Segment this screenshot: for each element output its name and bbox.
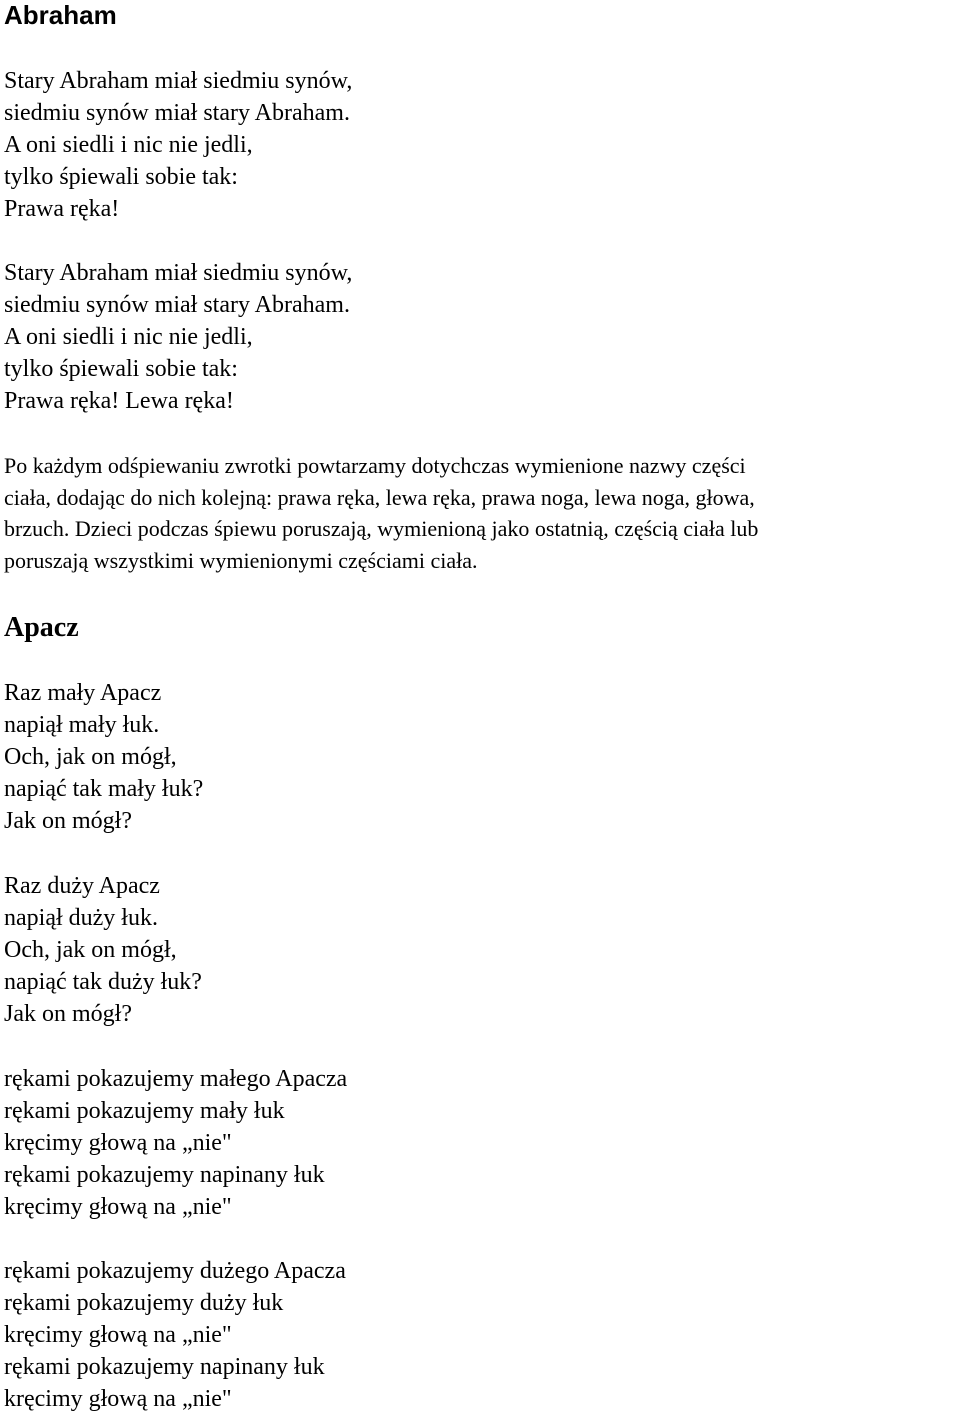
verse-line: napiąć tak mały łuk?: [4, 776, 204, 802]
gesture-line: kręcimy głową na „nie": [4, 1130, 232, 1156]
verse-line: Raz mały Apacz: [4, 680, 162, 706]
abraham-instructions: [4, 450, 758, 576]
verse-line: Prawa ręka! Lewa ręka!: [4, 388, 234, 414]
verse-line: Jak on mógł?: [4, 1001, 132, 1027]
verse-line: Och, jak on mógł,: [4, 744, 177, 770]
verse-line: siedmiu synów miał stary Abraham.: [4, 292, 350, 318]
apacz-gestures-1: [4, 1063, 347, 1223]
section-title-abraham: Abraham: [4, 0, 117, 30]
gesture-line: kręcimy głową na „nie": [4, 1194, 232, 1220]
paragraph-line: brzuch. Dzieci podczas śpiewu poruszają, wymienioną jako ostatnią, częścią ciała lub: [4, 516, 759, 541]
verse-line: Stary Abraham miał siedmiu synów,: [4, 68, 353, 94]
verse-line: tylko śpiewali sobie tak:: [4, 356, 238, 382]
gesture-line: rękami pokazujemy małego Apacza: [4, 1066, 348, 1092]
verse-line: A oni siedli i nic nie jedli,: [4, 324, 253, 350]
verse-line: Jak on mógł?: [4, 808, 132, 834]
apacz-stanza-1: [4, 677, 203, 837]
gesture-line: rękami pokazujemy duży łuk: [4, 1290, 284, 1316]
paragraph-line: poruszają wszystkimi wymienionymi częściami ciała.: [4, 547, 478, 573]
verse-line: Stary Abraham miał siedmiu synów,: [4, 260, 353, 286]
gesture-line: rękami pokazujemy dużego Apacza: [4, 1258, 346, 1284]
gesture-line: kręcimy głową na „nie": [4, 1322, 232, 1348]
paragraph-line: Po każdym odśpiewaniu zwrotki powtarzamy dotychczas wymienione nazwy części: [4, 453, 746, 478]
abraham-stanza-2: [4, 257, 352, 417]
apacz-stanza-2: [4, 870, 202, 1030]
abraham-stanza-1: [4, 65, 352, 225]
verse-line: napiął duży łuk.: [4, 905, 158, 931]
verse-line: napiąć tak duży łuk?: [4, 969, 202, 995]
verse-line: napiął mały łuk.: [4, 712, 160, 738]
apacz-gestures-2: [4, 1255, 346, 1415]
verse-line: tylko śpiewali sobie tak:: [4, 164, 238, 190]
verse-line: Och, jak on mógł,: [4, 937, 177, 963]
section-title-apacz: Apacz: [4, 612, 79, 643]
gesture-line: rękami pokazujemy mały łuk: [4, 1098, 285, 1124]
verse-line: Prawa ręka!: [4, 196, 120, 222]
gesture-line: rękami pokazujemy napinany łuk: [4, 1354, 325, 1380]
gesture-line: kręcimy głową na „nie": [4, 1386, 232, 1412]
verse-line: Raz duży Apacz: [4, 873, 160, 899]
verse-line: A oni siedli i nic nie jedli,: [4, 132, 253, 158]
verse-line: siedmiu synów miał stary Abraham.: [4, 100, 350, 126]
gesture-line: rękami pokazujemy napinany łuk: [4, 1162, 325, 1188]
paragraph-line: ciała, dodając do nich kolejną: prawa ręka, lewa ręka, prawa noga, lewa noga, głowa,: [4, 484, 755, 510]
